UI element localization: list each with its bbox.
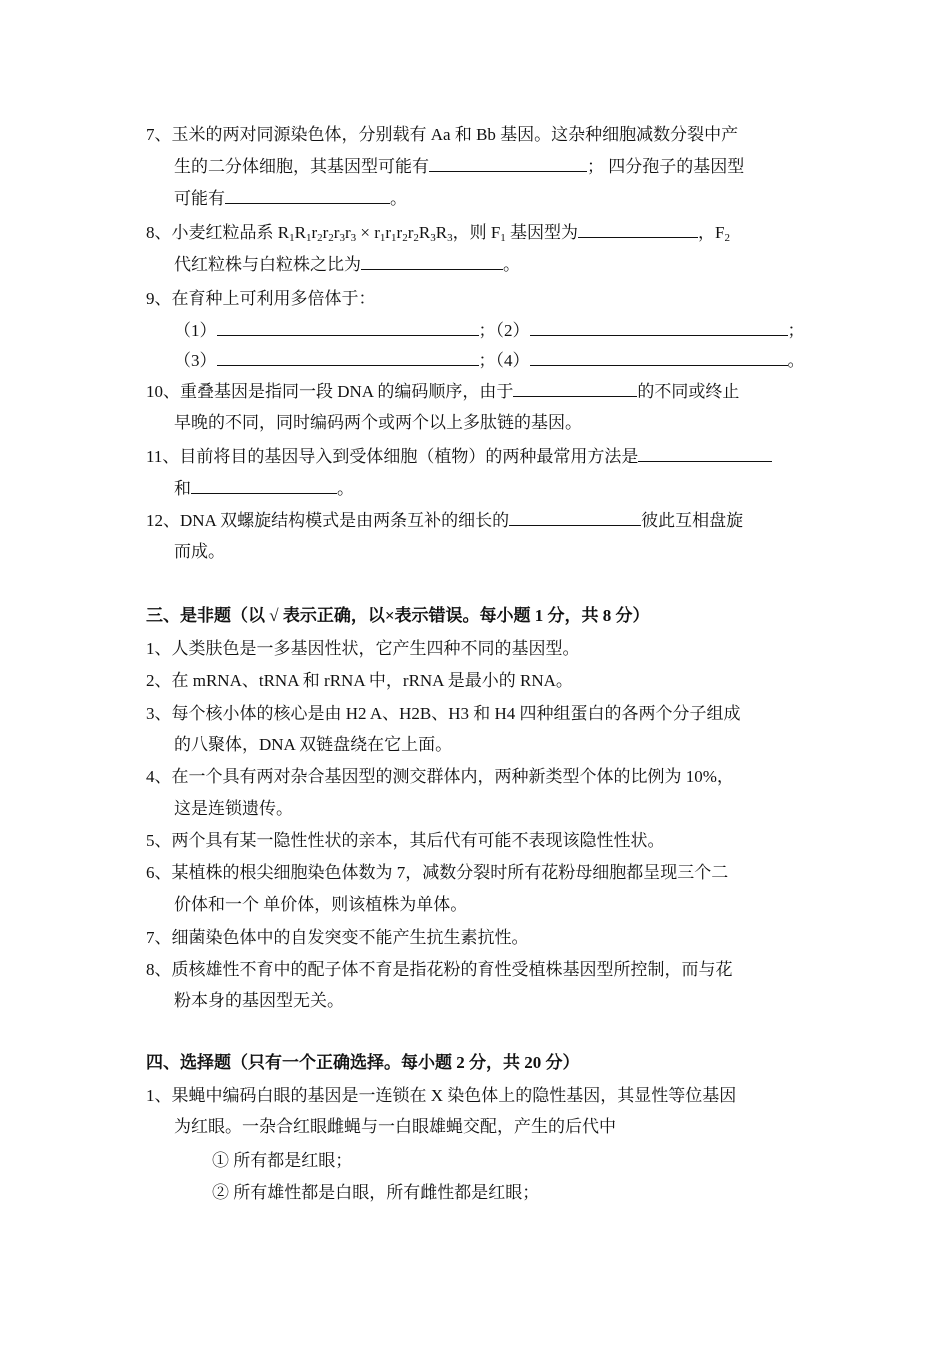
q10-blank[interactable] [513, 381, 637, 397]
q8-text: r [396, 223, 403, 242]
q9-label: （1） [174, 321, 217, 340]
q11-line-1 [146, 446, 772, 468]
q8-line-1 [146, 222, 730, 244]
q8-subscript: 3 [350, 232, 357, 244]
q11-line-2 [174, 478, 354, 500]
tf-item-5: 5、两个具有某一隐性性状的亲本，其后代有可能不表现该隐性性状。 [146, 831, 665, 850]
q7-line-2 [174, 156, 744, 178]
section-4-heading: 四、选择题（只有一个正确选择。每小题 2 分，共 20 分） [146, 1053, 580, 1072]
q8-text: 8、小麦红粒品系 R [146, 223, 290, 242]
section-3-heading: 三、是非题（以 √ 表示正确，以×表示错误。每小题 1 分，共 8 分） [146, 606, 650, 625]
q10-line-1 [146, 381, 739, 403]
mc-q1-option-2[interactable]: ② 所有雄性都是白眼，所有雌性都是红眼； [212, 1183, 540, 1202]
q11-blank-2[interactable] [191, 478, 337, 494]
mc-q1-line-1: 1、果蝇中编码白眼的基因是一连锁在 X 染色体上的隐性基因，其显性等位基因 [146, 1086, 737, 1105]
q11-text: 和 [174, 479, 191, 498]
q8-subscript: 2 [724, 232, 731, 244]
q8-subscript: 2 [328, 232, 334, 244]
q8-text: 基因型为 [505, 223, 579, 242]
tf-item-7: 7、细菌染色体中的自发突变不能产生抗生素抗性。 [146, 928, 529, 947]
q8-subscript: 1 [391, 232, 397, 244]
q12-line-1 [146, 510, 743, 532]
q7-text: 。 [390, 189, 407, 208]
q9-blank-3[interactable] [217, 350, 479, 366]
q8-text: 。 [503, 255, 520, 274]
q9-line-1: 9、在育种上可利用多倍体于： [146, 289, 376, 308]
q10-line-2: 早晚的不同，同时编码两个或两个以上多肽链的基因。 [174, 413, 582, 432]
q8-line-2 [174, 254, 520, 276]
q10-text: 10、重叠基因是指同一段 DNA 的编码顺序，由于 [146, 382, 514, 401]
q8-blank-1[interactable] [578, 222, 698, 238]
q8-blank-2[interactable] [361, 254, 503, 270]
q7-blank-1[interactable] [429, 156, 587, 172]
q9-label: ；（2） [478, 321, 530, 340]
q10-text: 的不同或终止 [637, 382, 740, 401]
q9-blank-2[interactable] [530, 320, 788, 336]
q8-subscript: 1 [305, 232, 312, 244]
q7-text: 可能有 [174, 189, 225, 208]
q8-text: ，F [698, 223, 725, 242]
tf-item-4-cont: 这是连锁遗传。 [174, 799, 293, 818]
mc-q1-option-1[interactable]: ① 所有都是红眼； [212, 1151, 353, 1170]
q7-blank-2[interactable] [225, 188, 390, 204]
q12-text: 彼此互相盘旋 [641, 511, 744, 530]
q9-line-3 [174, 350, 805, 372]
q8-text: R [294, 223, 306, 242]
q8-subscript: 1 [289, 232, 295, 244]
q8-subscript: 2 [413, 232, 419, 244]
q8-subscript: 1 [500, 232, 506, 244]
mc-q1-line-2: 为红眼。一杂合红眼雌蝇与一白眼雄蝇交配，产生的后代中 [174, 1117, 616, 1136]
q8-text: r [311, 223, 318, 242]
q8-text: r [333, 223, 340, 242]
q9-label: 。 [787, 351, 805, 370]
q12-blank[interactable] [509, 510, 641, 526]
q8-text: R [418, 223, 431, 242]
q8-text: ，则 F [452, 223, 501, 242]
q7-text: 生的二分体细胞，其基因型可能有 [174, 157, 429, 176]
q8-text: r [322, 223, 329, 242]
tf-item-8-cont: 粉本身的基因型无关。 [174, 991, 344, 1010]
q8-text: r [344, 223, 351, 242]
tf-item-1: 1、人类肤色是一多基因性状，它产生四种不同的基因型。 [146, 639, 580, 658]
q12-line-2: 而成。 [174, 542, 225, 561]
q8-subscript: 3 [447, 232, 453, 244]
q9-blank-1[interactable] [217, 320, 479, 336]
q11-text: 11、目前将目的基因导入到受体细胞（植物）的两种最常用方法是 [146, 447, 639, 466]
q7-text: ； 四分孢子的基因型 [587, 157, 745, 176]
q7-line-1: 7、玉米的两对同源染色体，分别载有 Aa 和 Bb 基因。这杂种细胞减数分裂中产 [146, 125, 739, 144]
q8-text: 代红粒株与白粒株之比为 [174, 255, 361, 274]
q9-blank-4[interactable] [530, 350, 788, 366]
q8-text: × r [356, 223, 380, 242]
q8-subscript: 1 [379, 232, 386, 244]
q8-subscript: 3 [430, 232, 436, 244]
q11-blank-1[interactable] [638, 446, 772, 462]
q9-label: ； [787, 321, 805, 340]
q11-text: 。 [337, 479, 354, 498]
tf-item-6: 6、某植株的根尖细胞染色体数为 7，减数分裂时所有花粉母细胞都呈现三个二 [146, 863, 729, 882]
q8-subscript: 2 [317, 232, 323, 244]
q8-text: R [435, 223, 448, 242]
tf-item-6-cont: 价体和一个 单价体，则该植株为单体。 [174, 895, 468, 914]
q9-line-2 [174, 320, 805, 342]
q9-label: （3） [174, 351, 217, 370]
tf-item-3-cont: 的八聚体，DNA 双链盘绕在它上面。 [174, 735, 453, 754]
tf-item-3: 3、每个核小体的核心是由 H2 A、H2B、H3 和 H4 四种组蛋白的各两个分子组成 [146, 704, 741, 723]
tf-item-8: 8、质核雄性不育中的配子体不育是指花粉的育性受植株基因型所控制，而与花 [146, 960, 733, 979]
tf-item-4: 4、在一个具有两对杂合基因型的测交群体内，两种新类型个体的比例为 10%， [146, 767, 734, 786]
q8-text: r [385, 223, 392, 242]
tf-item-2: 2、在 mRNA、tRNA 和 rRNA 中，rRNA 是最小的 RNA。 [146, 671, 573, 690]
q9-label: ；（4） [478, 351, 530, 370]
q8-text: r [407, 223, 414, 242]
q7-line-3 [174, 188, 407, 210]
q8-subscript: 2 [402, 232, 408, 244]
q8-subscript: 3 [339, 232, 345, 244]
q12-text: 12、DNA 双螺旋结构模式是由两条互补的细长的 [146, 511, 510, 530]
